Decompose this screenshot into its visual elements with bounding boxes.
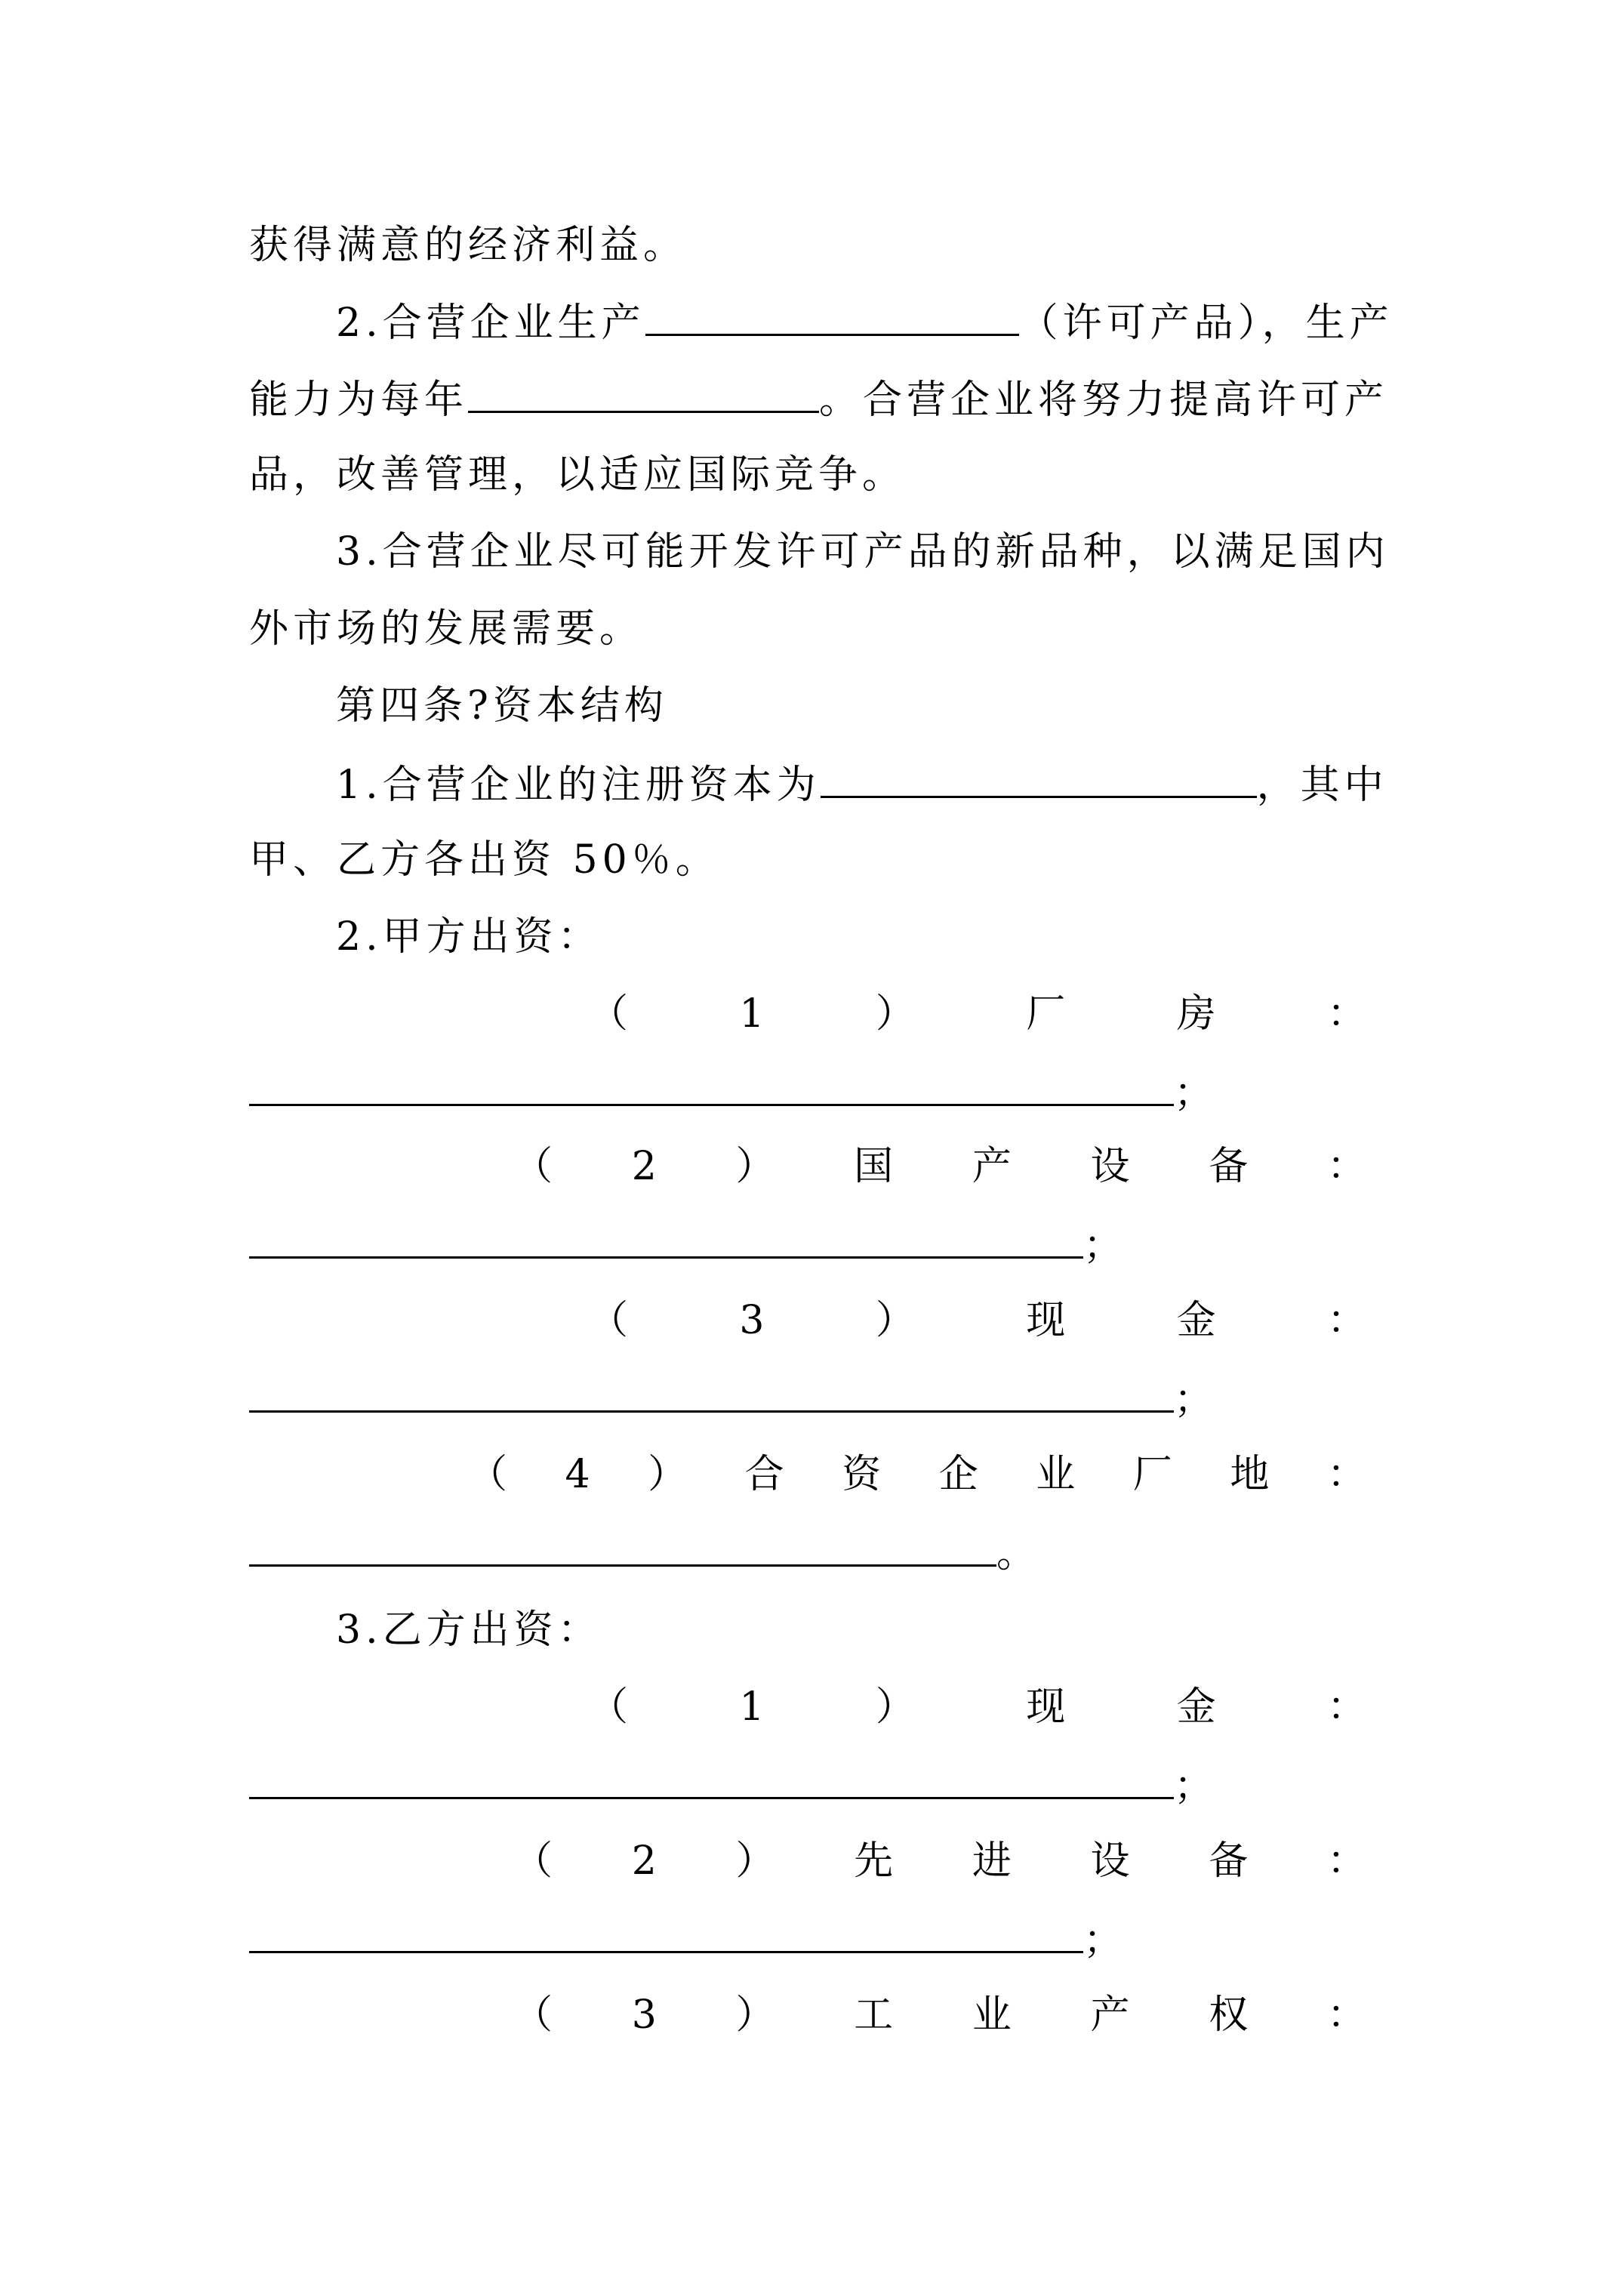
item-token: ： (1326, 1298, 1366, 1343)
item-token: 业 (972, 1992, 1012, 2038)
party-a-item-1 (589, 980, 1366, 1048)
paragraph-text: 3.合营企业尽可能开发许可产品的新品种，以满足国内 (336, 529, 1390, 575)
fill-in-blank[interactable] (249, 1364, 1174, 1413)
item-token: 金 (1176, 1684, 1216, 1730)
paragraph-line (336, 287, 1468, 355)
fill-in-blank[interactable] (249, 1210, 1083, 1259)
item-token: 合 (744, 1452, 784, 1497)
fill-in-blank[interactable] (249, 1057, 1174, 1106)
item-token: 设 (1090, 1838, 1130, 1884)
item-token: 1 (739, 991, 765, 1037)
item-token: 房 (1176, 991, 1216, 1037)
item-token: 2 (631, 1838, 657, 1884)
item-token: 备 (1209, 1144, 1249, 1189)
party-a-heading: 2.甲方出资： (336, 914, 602, 960)
item-token: 现 (1026, 1298, 1066, 1343)
item-token: 产 (972, 1144, 1012, 1189)
paragraph-text: 能力为每年 (249, 378, 469, 423)
fill-in-blank[interactable] (249, 1750, 1174, 1799)
section-heading (336, 672, 1468, 740)
paragraph-text: 甲、乙方各出资 50％。 (249, 837, 719, 883)
item-token: 3 (631, 1992, 657, 2038)
paragraph-text: 1.合营企业的注册资本为 (336, 763, 821, 808)
item-token: 国 (854, 1144, 894, 1189)
paragraph-line (249, 1057, 1381, 1125)
item-token: ： (1326, 1144, 1366, 1189)
item-token: 企 (938, 1452, 978, 1497)
item-token: （ (589, 1684, 629, 1730)
item-token: （ (468, 1452, 508, 1497)
item-token: ） (735, 1992, 775, 2038)
item-token: 厂 (1026, 991, 1066, 1037)
paragraph-line (249, 211, 1381, 279)
item-token: ） (648, 1452, 688, 1497)
item-token: （ (513, 1992, 553, 2038)
line-end-punct: ； (1083, 1223, 1128, 1268)
fill-in-blank[interactable] (249, 1904, 1083, 1953)
item-token: 进 (972, 1838, 1012, 1884)
section-heading (336, 903, 1468, 971)
item-token: 4 (565, 1452, 590, 1497)
item-token: ） (875, 1298, 915, 1343)
item-token: 备 (1209, 1838, 1249, 1884)
paragraph-line (249, 595, 1381, 663)
line-end-punct: ； (1174, 1377, 1218, 1422)
paragraph-text: （许可产品），生产 (1018, 300, 1394, 346)
paragraph-text: 获得满意的经济利益。 (249, 223, 688, 268)
item-token: ） (875, 991, 915, 1037)
paragraph-line (336, 518, 1468, 586)
party-b-heading: 3.乙方出资： (336, 1607, 602, 1653)
article-heading: 第四条?资本结构 (336, 683, 668, 729)
fill-in-blank[interactable] (249, 1518, 996, 1567)
item-token: 设 (1090, 1144, 1130, 1189)
paragraph-line (249, 441, 1381, 509)
party-b-item-1 (589, 1673, 1366, 1741)
line-end-punct: ； (1083, 1918, 1128, 1963)
paragraph-line (249, 1904, 1381, 1972)
item-token: 资 (842, 1452, 882, 1497)
paragraph-text: 。合营企业将努力提高许可产 (819, 378, 1389, 423)
item-token: 产 (1090, 1992, 1130, 2038)
item-token: 现 (1026, 1684, 1066, 1730)
party-a-item-2 (513, 1133, 1366, 1200)
item-token: ） (875, 1684, 915, 1730)
item-token: ： (1326, 1684, 1366, 1730)
fill-in-blank[interactable] (468, 364, 819, 413)
paragraph-text: 品，改善管理，以适应国际竞争。 (249, 452, 907, 498)
item-token: ） (735, 1144, 775, 1189)
section-heading (336, 1596, 1468, 1664)
line-end-punct: ； (1174, 1764, 1218, 1809)
item-token: （ (513, 1838, 553, 1884)
item-token: 先 (854, 1838, 894, 1884)
paragraph-line (336, 749, 1468, 817)
fill-in-blank[interactable] (821, 749, 1257, 798)
item-token: ） (735, 1838, 775, 1884)
party-a-item-3 (589, 1287, 1366, 1354)
fill-in-blank[interactable] (645, 287, 1019, 336)
item-token: 2 (631, 1144, 657, 1189)
paragraph-line (249, 1210, 1381, 1277)
item-token: 地 (1230, 1452, 1270, 1497)
line-end-punct: 。 (996, 1531, 1041, 1576)
paragraph-line (249, 1518, 1381, 1586)
item-token: 业 (1036, 1452, 1076, 1497)
item-token: ： (1326, 1452, 1366, 1497)
paragraph-line (249, 826, 1381, 894)
item-token: （ (513, 1144, 553, 1189)
item-token: 厂 (1132, 1452, 1172, 1497)
paragraph-line (249, 1364, 1381, 1432)
party-b-item-3 (513, 1981, 1366, 2049)
item-token: 3 (739, 1298, 765, 1343)
item-token: （ (589, 991, 629, 1037)
paragraph-text: 外市场的发展需要。 (249, 606, 644, 652)
party-b-item-2 (513, 1827, 1366, 1895)
item-token: ： (1326, 1838, 1366, 1884)
item-token: ： (1326, 1992, 1366, 2038)
paragraph-text: 2.合营企业生产 (336, 300, 645, 346)
paragraph-line (249, 1750, 1381, 1818)
paragraph-text: ，其中 (1256, 763, 1388, 808)
item-token: ： (1326, 991, 1366, 1037)
party-a-item-4 (468, 1441, 1366, 1509)
paragraph-line (249, 364, 1389, 432)
item-token: 1 (739, 1684, 765, 1730)
item-token: 工 (854, 1992, 894, 2038)
item-token: 金 (1176, 1298, 1216, 1343)
item-token: 权 (1209, 1992, 1249, 2038)
item-token: （ (589, 1298, 629, 1343)
line-end-punct: ； (1174, 1071, 1218, 1116)
